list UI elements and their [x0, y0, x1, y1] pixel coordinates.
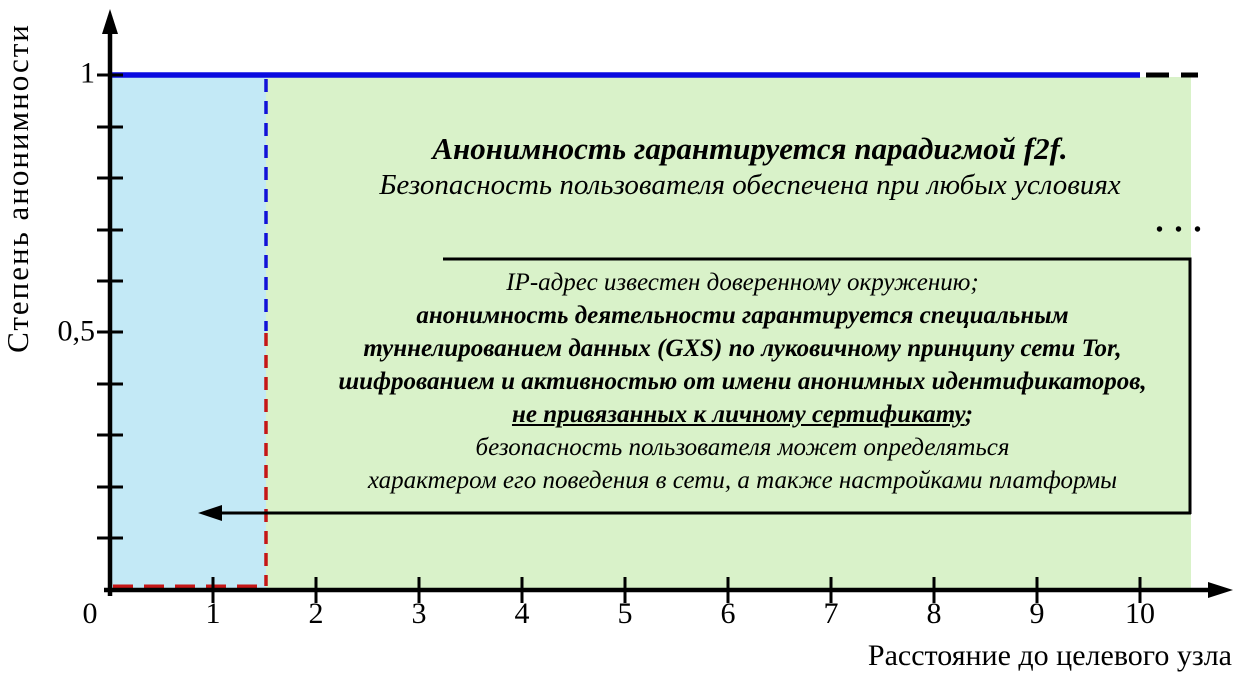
callout-line-5 [295, 398, 1190, 431]
x-axis-arrow-icon [1208, 582, 1233, 598]
headline-line1: Анонимность гарантируется парадигмой f2f. [432, 131, 1068, 166]
callout-line-5-suffix: ; [964, 401, 974, 428]
callout-line-7: характером его поведения в сети, а также настройками платформы [367, 467, 1118, 494]
y-axis-label: Степень анонимности [0, 23, 35, 353]
callout-line-2: анонимность деятельности гарантируется специальным [416, 302, 1069, 329]
x-tick-label: 5 [617, 597, 633, 630]
y-tick-label: 1 [80, 56, 95, 90]
callout-line-4: шифрованием и активностью от имени анонимных идентификаторов, [338, 368, 1147, 395]
x-tick-label: 8 [926, 597, 942, 630]
headline-line2: Безопасность пользователя обеспечена при любых условиях [379, 169, 1121, 201]
x-tick-label: 7 [823, 597, 839, 630]
y-axis-arrow-icon [102, 9, 118, 34]
callout-line-1: IP-адрес известен доверенному окружению; [506, 269, 979, 296]
callout-text [295, 266, 1190, 497]
x-tick-label: 10 [1125, 597, 1155, 630]
callout-line-3: туннелированием данных (GXS) по луковичному принципу сети Tor, [363, 335, 1122, 362]
callout-line-6: безопасность пользователя может определяться [475, 434, 1010, 461]
x-tick-label: 6 [720, 597, 736, 630]
x-tick-label: 9 [1029, 597, 1045, 630]
origin-tick-label: 0 [82, 597, 98, 630]
x-axis-label: Расстояние до целевого узла [867, 639, 1232, 672]
callout-line-5-underlined: не привязанных к личному сертификату [511, 401, 965, 428]
x-tick-label: 2 [308, 597, 324, 630]
ellipsis-dots: ••• [1156, 219, 1214, 241]
x-tick-label: 4 [514, 597, 530, 630]
x-tick-label: 1 [205, 597, 221, 630]
y-tick-label: 0,5 [57, 314, 95, 348]
x-tick-label: 3 [411, 597, 427, 630]
